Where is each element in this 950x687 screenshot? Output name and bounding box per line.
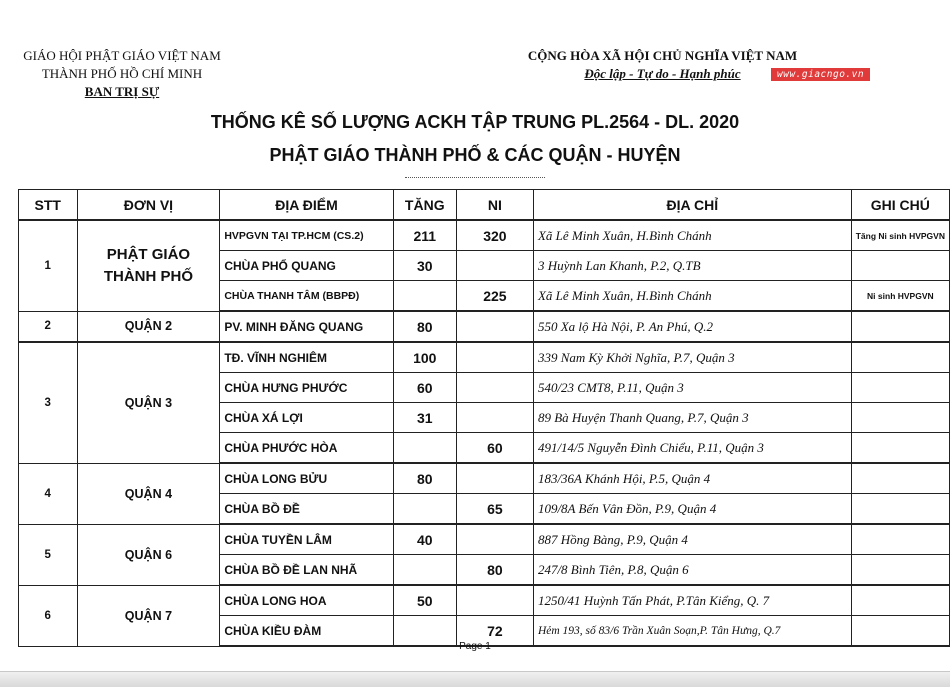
- address-cell: 3 Huỳnh Lan Khanh, P.2, Q.TB: [533, 251, 851, 281]
- address-cell: 1250/41 Huỳnh Tấn Phát, P.Tân Kiểng, Q. 7: [533, 585, 851, 616]
- note-cell: [851, 463, 949, 494]
- place-cell: CHÙA HƯNG PHƯỚC: [220, 373, 393, 403]
- ni-cell: [456, 403, 533, 433]
- ni-cell: [456, 585, 533, 616]
- note-cell: [851, 311, 949, 342]
- viewer-bottom-edge: [0, 671, 950, 687]
- ni-cell: 72: [456, 616, 533, 647]
- tang-cell: 31: [393, 403, 456, 433]
- header-note: GHI CHÚ: [851, 190, 949, 221]
- note-cell: [851, 251, 949, 281]
- tang-cell: 100: [393, 342, 456, 373]
- address-cell: Xã Lê Minh Xuân, H.Bình Chánh: [533, 281, 851, 312]
- tang-cell: 40: [393, 524, 456, 555]
- header-ni: NI: [456, 190, 533, 221]
- ni-cell: [456, 373, 533, 403]
- ni-cell: 80: [456, 555, 533, 586]
- address-cell: Hẻm 193, số 83/6 Trần Xuân Soạn,P. Tân Hưng, Q.7: [533, 616, 851, 647]
- table-row: [19, 524, 950, 555]
- ni-cell: [456, 463, 533, 494]
- ni-cell: 65: [456, 494, 533, 525]
- group-stt: 4: [19, 463, 78, 524]
- tang-cell: 211: [393, 220, 456, 251]
- ni-cell: [456, 342, 533, 373]
- tang-cell: 60: [393, 373, 456, 403]
- document-title: THỐNG KÊ SỐ LƯỢNG ACKH TẬP TRUNG PL.2564 - DL. 2020: [210, 112, 740, 132]
- group-unit: QUẬN 3: [77, 342, 220, 463]
- group-unit: QUẬN 2: [77, 311, 220, 342]
- table-header-row: [19, 190, 950, 221]
- tang-cell: 50: [393, 585, 456, 616]
- nation-name: CỘNG HÒA XÃ HỘI CHỦ NGHĨA VIỆT NAM: [527, 48, 798, 63]
- group-stt: 5: [19, 524, 78, 585]
- address-cell: 89 Bà Huyện Thanh Quang, P.7, Quận 3: [533, 403, 851, 433]
- tang-cell: [393, 281, 456, 312]
- place-cell: CHÙA XÁ LỢI: [220, 403, 393, 433]
- group-unit: QUẬN 7: [77, 585, 220, 646]
- group-stt: 6: [19, 585, 78, 646]
- tang-cell: [393, 555, 456, 586]
- header-place: ĐỊA ĐIỂM: [220, 190, 393, 221]
- title-divider: [405, 177, 545, 178]
- ni-cell: [456, 251, 533, 281]
- place-cell: PV. MINH ĐĂNG QUANG: [220, 311, 393, 342]
- address-cell: 540/23 CMT8, P.11, Quận 3: [533, 373, 851, 403]
- nation-motto: Độc lập - Tự do - Hạnh phúc: [584, 66, 741, 81]
- group-stt: 2: [19, 311, 78, 342]
- table-row: [19, 220, 950, 251]
- note-cell: [851, 433, 949, 464]
- org-board: BAN TRỊ SỰ: [84, 84, 160, 99]
- place-cell: CHÙA PHỔ QUANG: [220, 251, 393, 281]
- header-tang: TĂNG: [393, 190, 456, 221]
- note-cell: Tăng Ni sinh HVPGVN: [851, 220, 949, 251]
- address-cell: 887 Hồng Bàng, P.9, Quận 4: [533, 524, 851, 555]
- group-stt: 1: [19, 220, 78, 311]
- page-number: Page 1: [459, 641, 491, 652]
- tang-cell: 30: [393, 251, 456, 281]
- note-cell: Ni sinh HVPGVN: [851, 281, 949, 312]
- place-cell: CHÙA BỒ ĐỀ LAN NHÃ: [220, 555, 393, 586]
- header-left: [0, 47, 244, 101]
- note-cell: [851, 524, 949, 555]
- header-stt: STT: [19, 190, 78, 221]
- table-row: [19, 463, 950, 494]
- place-cell: CHÙA LONG HOA: [220, 585, 393, 616]
- place-cell: CHÙA KIỀU ĐÀM: [220, 616, 393, 647]
- group-unit: QUẬN 6: [77, 524, 220, 585]
- ni-cell: 60: [456, 433, 533, 464]
- tang-cell: 80: [393, 463, 456, 494]
- ni-cell: [456, 524, 533, 555]
- tang-cell: [393, 494, 456, 525]
- address-cell: 109/8A Bến Vân Đồn, P.9, Quận 4: [533, 494, 851, 525]
- header-unit: ĐƠN VỊ: [77, 190, 220, 221]
- place-cell: TĐ. VĨNH NGHIÊM: [220, 342, 393, 373]
- note-cell: [851, 403, 949, 433]
- tang-cell: 80: [393, 311, 456, 342]
- note-cell: [851, 555, 949, 586]
- statistics-table: [18, 189, 950, 647]
- address-cell: Xã Lê Minh Xuân, H.Bình Chánh: [533, 220, 851, 251]
- address-cell: 550 Xa lộ Hà Nội, P. An Phú, Q.2: [533, 311, 851, 342]
- place-cell: HVPGVN TẠI TP.HCM (CS.2): [220, 220, 393, 251]
- place-cell: CHÙA TUYỀN LÂM: [220, 524, 393, 555]
- group-unit: PHẬT GIÁO THÀNH PHỐ: [77, 220, 220, 311]
- ni-cell: 225: [456, 281, 533, 312]
- ni-cell: 320: [456, 220, 533, 251]
- table-row: [19, 311, 950, 342]
- note-cell: [851, 342, 949, 373]
- note-cell: [851, 373, 949, 403]
- group-stt: 3: [19, 342, 78, 463]
- site-watermark: www.giacngo.vn: [771, 68, 870, 81]
- place-cell: CHÙA PHƯỚC HÒA: [220, 433, 393, 464]
- org-name: GIÁO HỘI PHẬT GIÁO VIỆT NAM: [23, 48, 221, 63]
- group-unit: QUẬN 4: [77, 463, 220, 524]
- place-cell: CHÙA BỒ ĐỀ: [220, 494, 393, 525]
- ni-cell: [456, 311, 533, 342]
- table-row: [19, 342, 950, 373]
- address-cell: 183/36A Khánh Hội, P.5, Quận 4: [533, 463, 851, 494]
- address-cell: 491/14/5 Nguyễn Đình Chiểu, P.11, Quận 3: [533, 433, 851, 464]
- note-cell: [851, 494, 949, 525]
- address-cell: 247/8 Bình Tiên, P.8, Quận 6: [533, 555, 851, 586]
- tang-cell: [393, 433, 456, 464]
- table-row: [19, 585, 950, 616]
- header-address: ĐỊA CHỈ: [533, 190, 851, 221]
- place-cell: CHÙA LONG BỬU: [220, 463, 393, 494]
- org-city: THÀNH PHỐ HỒ CHÍ MINH: [41, 66, 203, 81]
- address-cell: 339 Nam Kỳ Khởi Nghĩa, P.7, Quận 3: [533, 342, 851, 373]
- place-cell: CHÙA THANH TÂM (BBPĐ): [220, 281, 393, 312]
- document-subtitle: PHẬT GIÁO THÀNH PHỐ & CÁC QUẬN - HUYỆN: [269, 145, 681, 165]
- note-cell: [851, 585, 949, 616]
